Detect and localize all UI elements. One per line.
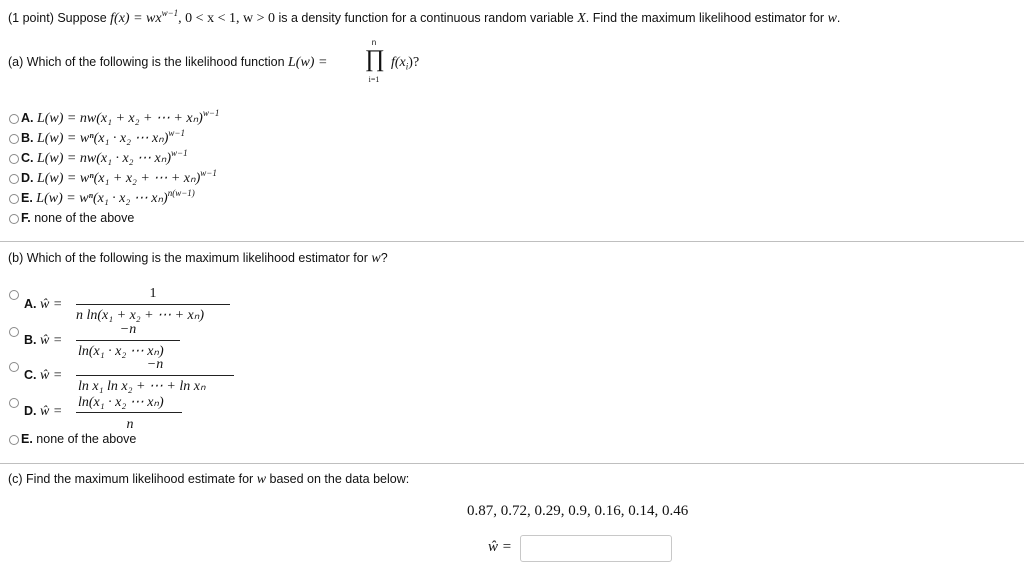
- option-b-C-denominator: ln x₁ ln x₂ + ⋯ + ln xₙ: [78, 379, 206, 394]
- radio-button[interactable]: [9, 114, 19, 124]
- option-b-B-numerator: −n: [119, 322, 137, 337]
- data-values: 0.87, 0.72, 0.29, 0.9, 0.16, 0.14, 0.46: [467, 503, 689, 519]
- option-a-B[interactable]: B. L(w) = wⁿ(x₁ · x₂ ⋯ xₙ)$^{w-1}$: [9, 129, 185, 147]
- radio-button[interactable]: [9, 214, 19, 224]
- option-a-A[interactable]: A. L(w) = nw(x₁ + x₂ + ⋯ + xₙ)$^{w-1}$: [9, 109, 219, 127]
- product-term: $f(x_i)$?: [391, 55, 420, 72]
- radio-button[interactable]: [9, 362, 19, 372]
- fraction-bar: [76, 340, 180, 341]
- radio-button[interactable]: [9, 134, 19, 144]
- option-a-F[interactable]: F. none of the above: [9, 211, 134, 225]
- product-symbol: ∏: [365, 46, 385, 72]
- option-b-D-numerator: ln(x₁ · x₂ ⋯ xₙ): [78, 395, 164, 410]
- option-b-D[interactable]: D. ŵ =: [24, 404, 63, 419]
- fraction-bar: [76, 375, 234, 376]
- radio-button[interactable]: [9, 194, 19, 204]
- problem-statement: (1 point) Suppose $f(x) = wx^{w-1}$, 0 < x < 1, w > 0 is a density function for a continuous random variable X. Find the maximum likelihood estimator for w.: [8, 8, 841, 27]
- option-b-B[interactable]: B. ŵ =: [24, 333, 63, 348]
- part-b-question: (b) Which of the following is the maximum likelihood estimator for w?: [8, 251, 388, 266]
- option-a-D[interactable]: D. L(w) = wⁿ(x₁ + x₂ + ⋯ + xₙ)$^{w-1}$: [9, 169, 217, 187]
- option-a-C[interactable]: C. L(w) = nw(x₁ · x₂ ⋯ xₙ)$^{w-1}$: [9, 149, 188, 167]
- divider: [0, 463, 1024, 464]
- option-b-A[interactable]: A. ŵ =: [24, 297, 63, 312]
- product-lower-limit: i=1: [368, 75, 380, 84]
- option-b-C[interactable]: C. ŵ =: [24, 368, 63, 383]
- fraction-bar: [76, 304, 230, 305]
- radio-button[interactable]: [9, 398, 19, 408]
- option-b-C-numerator: −n: [146, 357, 164, 372]
- divider: [0, 241, 1024, 242]
- radio-button[interactable]: [9, 327, 19, 337]
- option-b-B-denominator: ln(x₁ · x₂ ⋯ xₙ): [78, 344, 164, 359]
- radio-button[interactable]: [9, 154, 19, 164]
- product-upper-limit: n: [371, 38, 377, 47]
- fraction-bar: [76, 412, 182, 413]
- option-b-A-denominator: n ln(x₁ + x₂ + ⋯ + xₙ): [76, 308, 205, 323]
- part-c-question: (c) Find the maximum likelihood estimate for w based on the data below:: [8, 472, 410, 487]
- part-a-question: (a) Which of the following is the likelihood function L(w) =: [8, 55, 328, 70]
- radio-button[interactable]: [9, 290, 19, 300]
- answer-label: ŵ =: [488, 539, 512, 555]
- radio-button[interactable]: [9, 435, 19, 445]
- option-b-E[interactable]: E. none of the above: [9, 432, 136, 446]
- option-b-A-numerator: 1: [149, 286, 157, 301]
- radio-button[interactable]: [9, 174, 19, 184]
- option-b-D-denominator: n: [126, 417, 134, 432]
- answer-input[interactable]: [520, 535, 672, 562]
- option-a-E[interactable]: E. L(w) = wⁿ(x₁ · x₂ ⋯ xₙ)$^{n(w-1)}$: [9, 189, 195, 207]
